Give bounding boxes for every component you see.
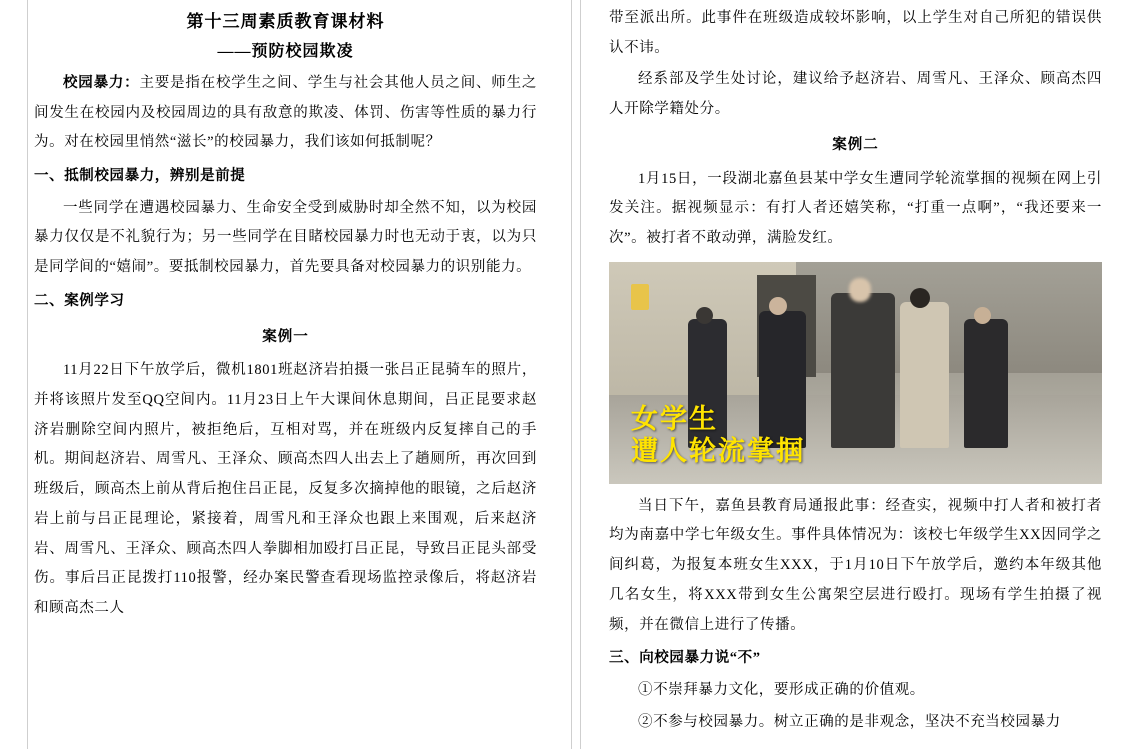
case-two-paragraph: 1月15日，一段湖北嘉鱼县某中学女生遭同学轮流掌掴的视频在网上引发关注。据视频显示：有打人者还嬉笑称，“打重一点啊”，“我还要来一次”。被打者不敢动弹，满脸发红。: [609, 170, 1102, 247]
page-title: 第十三周素质教育课材料: [186, 12, 385, 31]
section-heading-two: 二、案例学习: [34, 292, 125, 309]
section-heading-three: 三、向校园暴力说“不”: [609, 650, 761, 667]
video-screenshot-image: [609, 262, 1102, 484]
list-item-2: ②不参与校园暴力。树立正确的是非观念，坚决不充当校园暴力: [638, 713, 1061, 730]
figure-person-4: [900, 302, 949, 449]
definition-text: 主要是指在校学生之间、学生与社会其他人员之间、师生之间发生在校园内及校园周边的具有敌意的欺凌、体罚、伤害等性质的暴力行为。对在校园里悄然“滋长”的校园暴力，我们该如何抵制呢？: [34, 74, 537, 151]
section-heading-one: 一、抵制校园暴力，辨别是前提: [34, 167, 246, 184]
right-column: [571, 0, 1142, 749]
report-paragraph: 当日下午，嘉鱼县教育局通报此事：经查实，视频中打人者和被打者均为南嘉中学七年级女生。事件具体情况为：该校七年级学生XX因同学之间纠葛，为报复本班女生XXX，于1月10日下午放学后，邀约本年级其他几名女生，将XXX带到女生公寓架空层进行殴打。现场有学生拍摄了视频，并在微信上进行了传播。: [609, 497, 1102, 633]
figure-caption-line-1: 女学生: [631, 404, 718, 435]
case-one-paragraph: 11月22日下午放学后，微机1801班赵济岩拍摄一张吕正昆骑车的照片，并将该照片发至QQ空间内。11月23日上午大课间休息期间，吕正昆要求赵济岩删除空间内照片，被拒绝后，互相对骂，并在班级内反复摔自己的手机。期间赵济岩、周雪凡、王泽众、顾高杰四人出去上了趟厕所，再次回到班级后，顾高杰上前从背后抱住吕正昆，反复多次摘掉他的眼镜，之后赵济岩上前与吕正昆理论，紧接着，周雪凡和王泽众也跟上来围观，后来赵济岩、周雪凡、王泽众、顾高杰四人拳脚相加殴打吕正昆，导致吕正昆头部受伤。事后吕正昆拨打110报警，经办案民警查看现场监控录像后，将赵济岩和顾高杰二人: [34, 362, 537, 617]
figure-person-5: [964, 319, 1008, 448]
figure-yellow-sign: [631, 284, 649, 310]
figure-person-5-head: [974, 307, 991, 324]
definition-paragraph: [34, 69, 537, 158]
case-two-title: 案例二: [832, 136, 879, 153]
discussion-paragraph: 经系部及学生处讨论，建议给予赵济岩、周雪凡、王泽众、顾高杰四人开除学籍处分。: [609, 71, 1102, 118]
list-item-1: ①不崇拜暴力文化，要形成正确的价值观。: [638, 682, 925, 699]
figure-person-3: [831, 293, 895, 448]
section-one-paragraph: 一些同学在遭遇校园暴力、生命安全受到威胁时却全然不知，以为校园暴力仅仅是不礼貌行为；另一些同学在目睹校园暴力时也无动于衷，以为只是同学间的“嬉闹”。要抵制校园暴力，首先要具备对校园暴力的识别能力。: [34, 199, 537, 276]
figure-person-4-head: [910, 288, 930, 308]
case-one-title: 案例一: [262, 328, 309, 345]
figure-caption-overlay: [631, 404, 805, 468]
continued-paragraph: 带至派出所。此事件在班级造成较坏影响，以上学生对自己所犯的错误供认不讳。: [609, 10, 1102, 56]
definition-label: 校园暴力：: [63, 74, 140, 91]
page-subtitle: ——预防校园欺凌: [217, 42, 354, 60]
figure-person-3-head-blurred: [849, 278, 871, 302]
figure-caption-line-2: 遭人轮流掌掴: [631, 435, 805, 466]
figure-person-1-head: [696, 307, 713, 324]
